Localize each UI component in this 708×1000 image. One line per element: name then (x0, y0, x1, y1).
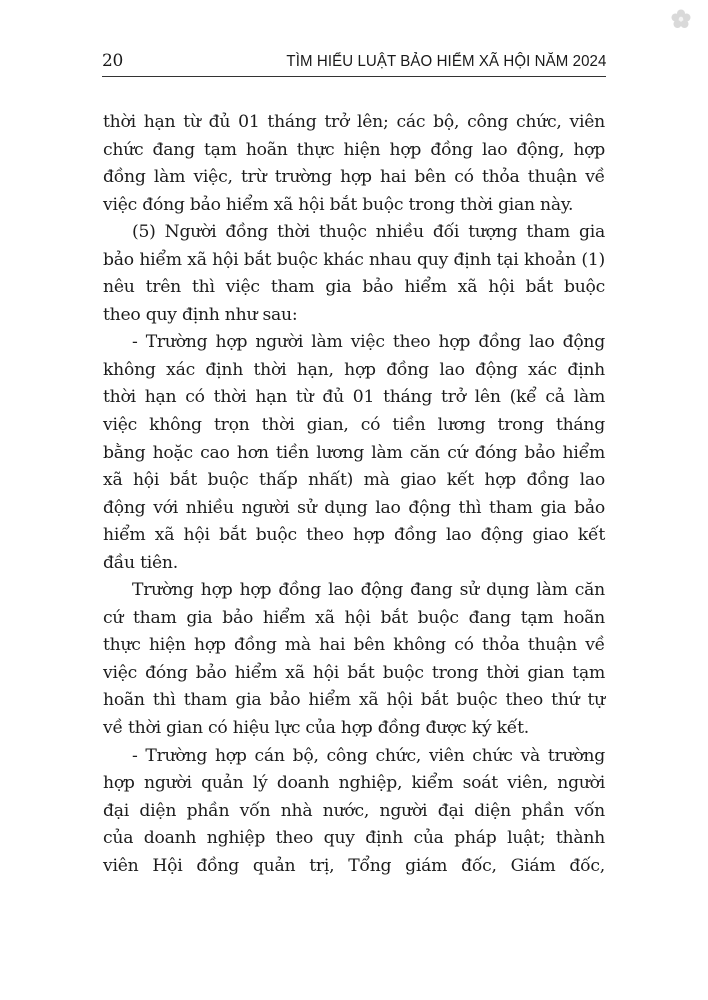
text-line: - Trường hợp người làm việc theo hợp đồng lao động (132, 332, 605, 353)
text-line: hợp người quản lý doanh nghiệp, kiểm soát viên, người (103, 773, 605, 794)
text-line: xã hội bắt buộc thấp nhất) mà giao kết hợp đồng lao (103, 470, 605, 491)
text-line: thực hiện hợp đồng mà hai bên không có thỏa thuận về (103, 635, 605, 656)
paragraph (103, 329, 605, 577)
text-line: hoãn thì tham gia bảo hiểm xã hội bắt buộc theo thứ tự (103, 690, 605, 711)
text-line: đầu tiên. (103, 552, 178, 573)
text-line: Trường hợp hợp đồng lao động đang sử dụng làm căn (132, 580, 605, 601)
paragraph (103, 743, 605, 881)
text-line: theo quy định như sau: (103, 304, 298, 325)
text-line: về thời gian có hiệu lực của hợp đồng được ký kết. (103, 718, 529, 739)
text-line: - Trường hợp cán bộ, công chức, viên chức và trường (132, 745, 605, 766)
text-line: không xác định thời hạn, hợp đồng lao động xác định (103, 359, 605, 380)
page-number: 20 (102, 51, 124, 71)
text-line: đại diện phần vốn nhà nước, người đại diện phần vốn (103, 800, 605, 821)
text-line: động với nhiều người sử dụng lao động thì tham gia bảo (103, 497, 605, 518)
text-line: chức đang tạm hoãn thực hiện hợp đồng lao động, hợp (103, 139, 605, 160)
text-line: cứ tham gia bảo hiểm xã hội bắt buộc đang tạm hoãn (103, 607, 605, 628)
body-text (103, 109, 605, 880)
text-line: nêu trên thì việc tham gia bảo hiểm xã hội bắt buộc (103, 277, 605, 298)
flower-watermark-icon (670, 8, 692, 30)
text-line: thời hạn có thời hạn từ đủ 01 tháng trở lên (kể cả làm (103, 387, 605, 408)
text-line: bảo hiểm xã hội bắt buộc khác nhau quy định tại khoản (1) (103, 249, 605, 270)
paragraph (103, 109, 605, 219)
text-line: đồng làm việc, trừ trường hợp hai bên có thỏa thuận về (103, 167, 605, 188)
text-line: viên Hội đồng quản trị, Tổng giám đốc, Giám đốc, (103, 855, 605, 876)
text-line: việc không trọn thời gian, có tiền lương trong tháng (103, 415, 605, 436)
text-line: việc đóng bảo hiểm xã hội bắt buộc trong thời gian tạm (103, 662, 605, 683)
text-line: của doanh nghiệp theo quy định của pháp luật; thành (103, 828, 605, 849)
text-line: bằng hoặc cao hơn tiền lương làm căn cứ đóng bảo hiểm (103, 442, 605, 463)
running-header (102, 50, 606, 77)
running-title: TÌM HIỂU LUẬT BẢO HIỂM XÃ HỘI NĂM 2024 (285, 53, 606, 70)
text-line: thời hạn từ đủ 01 tháng trở lên; các bộ, công chức, viên (103, 112, 605, 132)
paragraph (103, 219, 605, 329)
paragraph (103, 577, 605, 742)
text-line: hiểm xã hội bắt buộc theo hợp đồng lao động giao kết (103, 525, 605, 546)
text-line: việc đóng bảo hiểm xã hội bắt buộc trong thời gian này. (103, 194, 574, 215)
text-line: (5) Người đồng thời thuộc nhiều đối tượng tham gia (132, 222, 605, 243)
